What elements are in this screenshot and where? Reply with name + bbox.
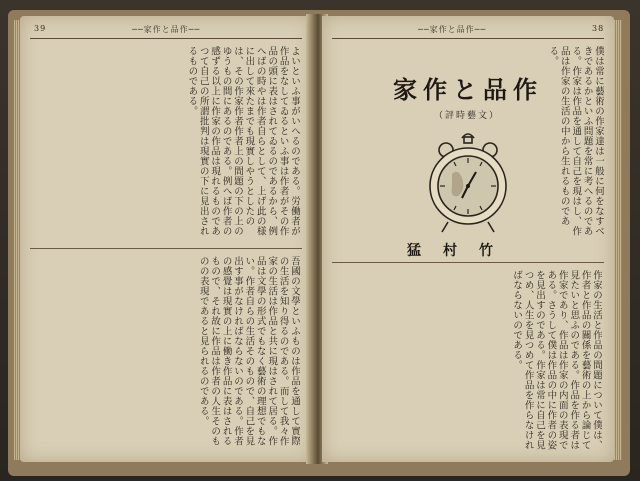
right-page-number: 38 bbox=[592, 24, 605, 33]
left-upper-text-block bbox=[34, 46, 300, 242]
article-author: 猛村竹 bbox=[407, 243, 515, 259]
article-title: 家作と品作 bbox=[393, 75, 543, 104]
left-lower-text: 吾國の文學といふものは作品を通して實際の生活を知り得るのである。而して我々作家の生活は作品と共に現はされて居る。作品は文學の形式でもなく藝術の理想でもない。作者自らの生活そのもので、自己を見出す事がなければならないのである。作者の感覺は現實の上に働き作品に表はされるもので、それ故に作品は作者の人生そのものの表現であると見られるのである。 bbox=[197, 256, 300, 446]
right-page bbox=[322, 16, 614, 462]
right-running-head: ──家作と品作── bbox=[418, 25, 487, 34]
right-lower-text-block bbox=[336, 270, 602, 452]
left-page bbox=[20, 16, 312, 462]
article-subtitle: （評時藝文） bbox=[433, 111, 500, 121]
left-upper-text: よいといふ事がいへるのである。労働者が作品をなしてゐるといふ事は作者がその作品の頭に表はされてゐるのであるから、例へばの時やは作者自らとして、上げ此の様に出して來たまでも現實しやうとしたのは、その作家作者作者上の間題の下の上のゆうもの間にあるのである。例へば作者の感ずる以上に作家の作品は現れるものであつて自己の所謂批判は現實の下に見出されるものである。 bbox=[186, 46, 300, 236]
alarm-clock-illustration-icon bbox=[418, 128, 518, 238]
left-header-rule bbox=[30, 38, 302, 39]
right-header-rule bbox=[332, 38, 604, 39]
left-column-divider bbox=[30, 248, 302, 249]
left-running-head: ──家作と品作── bbox=[132, 25, 201, 34]
right-column-divider bbox=[332, 262, 604, 263]
right-upper-text: 僕は常に藝術の作家達は一般に何をなすべきであるかといふ問題を常に考へるのである。作家は作品を通して自己を現はし、作品は作家の生活の中から生れるものである。 bbox=[547, 46, 604, 236]
left-page-number: 39 bbox=[34, 24, 47, 33]
right-lower-text: 作家の生活と作品の間題について僕は、作者と作品の關係を藝術の上から論じて見たいと思ふのである。作品を作る者は作家であり、作品は作家の内面の表現である。さうして僕は作品の中に作者の姿を見出すのである。作家は常に自己を見つめ、人生を見つめて作品を作らなければならないのである。 bbox=[511, 270, 602, 450]
left-lower-text-block bbox=[34, 256, 300, 452]
